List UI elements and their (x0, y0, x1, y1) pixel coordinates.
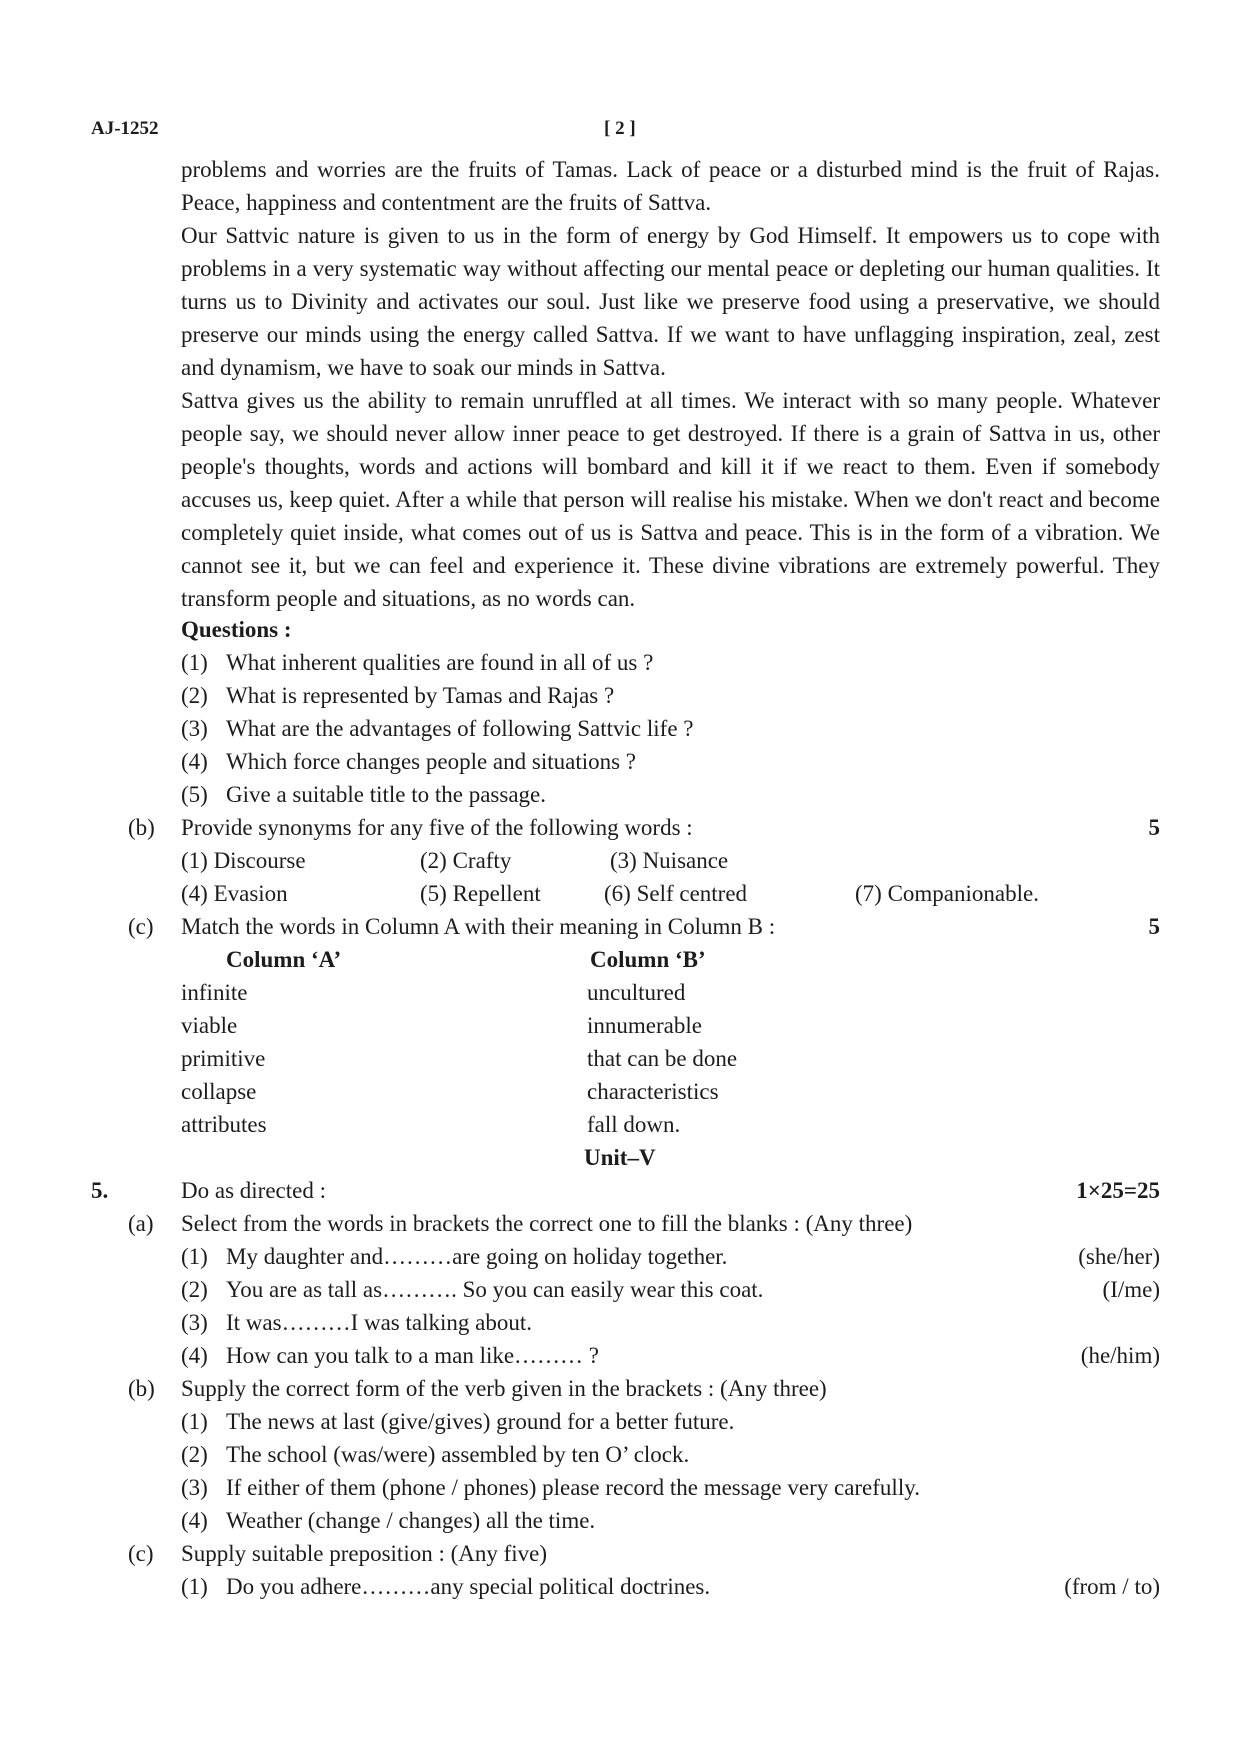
question-text: Give a suitable title to the passage. (226, 782, 546, 807)
item-hint: (he/him) (1080, 1343, 1160, 1368)
item-text: My daughter and………are going on holiday together. (226, 1244, 728, 1269)
marks: 5 (1148, 914, 1160, 939)
synonym-word: (2) Crafty (420, 848, 512, 873)
item-text: Do you adhere………any special political doctrines. (226, 1574, 711, 1599)
passage-paragraph: Our Sattvic nature is given to us in the form of energy by God Himself. It empowers us to cope with problems in a very systematic way without affecting our mental peace or depleting our human qualities. It turns us to Divinity and activates our soul. Just like we preserve food using a preservative, we should preserve our minds using the energy called Sattva. If we want to have unflagging inspiration, zeal, zest and dynamism, we have to soak our minds in Sattva. (181, 223, 1160, 380)
question-number: (3) (181, 716, 208, 741)
item-text: The school (was/were) assembled by ten O’ clock. (226, 1442, 690, 1467)
item-hint: (I/me) (1102, 1277, 1160, 1302)
item-number: (4) (181, 1508, 208, 1533)
item-text: You are as tall as………. So you can easily wear this coat. (226, 1277, 764, 1302)
column-b-header: Column ‘B’ (590, 947, 706, 972)
part-label: (a) (128, 1211, 154, 1236)
synonym-word: (7) Companionable. (855, 881, 1039, 906)
column-b-meaning: uncultured (587, 980, 686, 1005)
synonym-word: (1) Discourse (181, 848, 306, 873)
question-number: 5. (91, 1178, 109, 1203)
item-number: (1) (181, 1409, 208, 1434)
item-text: Weather (change / changes) all the time. (226, 1508, 596, 1533)
part-instruction: Match the words in Column A with their meaning in Column B : (181, 914, 776, 939)
marks: 1×25=25 (1076, 1178, 1160, 1203)
column-a-word: primitive (181, 1046, 266, 1071)
item-hint: (from / to) (1064, 1574, 1160, 1599)
question-text: What are the advantages of following Sattvic life ? (226, 716, 694, 741)
column-b-meaning: fall down. (587, 1112, 681, 1137)
synonym-word: (3) Nuisance (610, 848, 729, 873)
question-number: (2) (181, 683, 208, 708)
question-text: What inherent qualities are found in all of us ? (226, 650, 654, 675)
synonym-word: (4) Evasion (181, 881, 288, 906)
item-number: (4) (181, 1343, 208, 1368)
part-label: (c) (128, 1541, 154, 1566)
part-instruction: Supply suitable preposition : (Any five) (181, 1541, 548, 1566)
reading-passage (181, 153, 1160, 615)
question-text: What is represented by Tamas and Rajas ? (226, 683, 615, 708)
passage-paragraph: Sattva gives us the ability to remain unruffled at all times. We interact with so many people. Whatever people say, we should never allow inner peace to get destroyed. If there is a grain of Sattva in us, other people's thoughts, words and actions will bombard and kill it if we react to them. Even if somebody accuses us, keep quiet. After a while that person will realise his mistake. When we don't react and become completely quiet inside, what comes out of us is Sattva and peace. This is in the form of a vibration. We cannot see it, but we can feel and experience it. These divine vibrations are extremely powerful. They transform people and situations, as no words can. (181, 388, 1160, 611)
item-number: (2) (181, 1442, 208, 1467)
column-a-word: viable (181, 1013, 238, 1038)
questions-heading: Questions : (181, 617, 292, 642)
column-a-word: collapse (181, 1079, 257, 1104)
passage-paragraph: problems and worries are the fruits of Tamas. Lack of peace or a disturbed mind is the fruit of Rajas. Peace, happiness and contentment are the fruits of Sattva. (181, 157, 1160, 215)
synonym-word: (5) Repellent (420, 881, 541, 906)
part-label: (b) (128, 1376, 155, 1401)
item-number: (1) (181, 1244, 208, 1269)
question-text: Which force changes people and situations ? (226, 749, 637, 774)
page-number: [ 2 ] (604, 118, 636, 139)
question-instruction: Do as directed : (181, 1178, 326, 1203)
column-a-word: attributes (181, 1112, 267, 1137)
part-instruction: Select from the words in brackets the correct one to fill the blanks : (Any three) (181, 1211, 913, 1236)
question-number: (1) (181, 650, 208, 675)
synonym-word: (6) Self centred (604, 881, 748, 906)
column-b-meaning: characteristics (587, 1079, 719, 1104)
item-number: (2) (181, 1277, 208, 1302)
item-text: If either of them (phone / phones) please record the message very carefully. (226, 1475, 920, 1500)
item-number: (3) (181, 1310, 208, 1335)
part-label: (b) (128, 815, 155, 840)
item-text: The news at last (give/gives) ground for a better future. (226, 1409, 735, 1434)
item-text: It was………I was talking about. (226, 1310, 532, 1335)
part-instruction: Supply the correct form of the verb given in the brackets : (Any three) (181, 1376, 827, 1401)
column-a-header: Column ‘A’ (226, 947, 342, 972)
item-number: (1) (181, 1574, 208, 1599)
part-label: (c) (128, 914, 154, 939)
column-a-word: infinite (181, 980, 248, 1005)
question-number: (5) (181, 782, 208, 807)
column-b-meaning: that can be done (587, 1046, 738, 1071)
column-b-meaning: innumerable (587, 1013, 702, 1038)
marks: 5 (1148, 815, 1160, 840)
paper-code: AJ-1252 (91, 118, 159, 139)
unit-heading: Unit–V (584, 1145, 656, 1170)
item-number: (3) (181, 1475, 208, 1500)
item-hint: (she/her) (1078, 1244, 1160, 1269)
item-text: How can you talk to a man like……… ? (226, 1343, 600, 1368)
question-number: (4) (181, 749, 208, 774)
part-instruction: Provide synonyms for any five of the following words : (181, 815, 693, 840)
